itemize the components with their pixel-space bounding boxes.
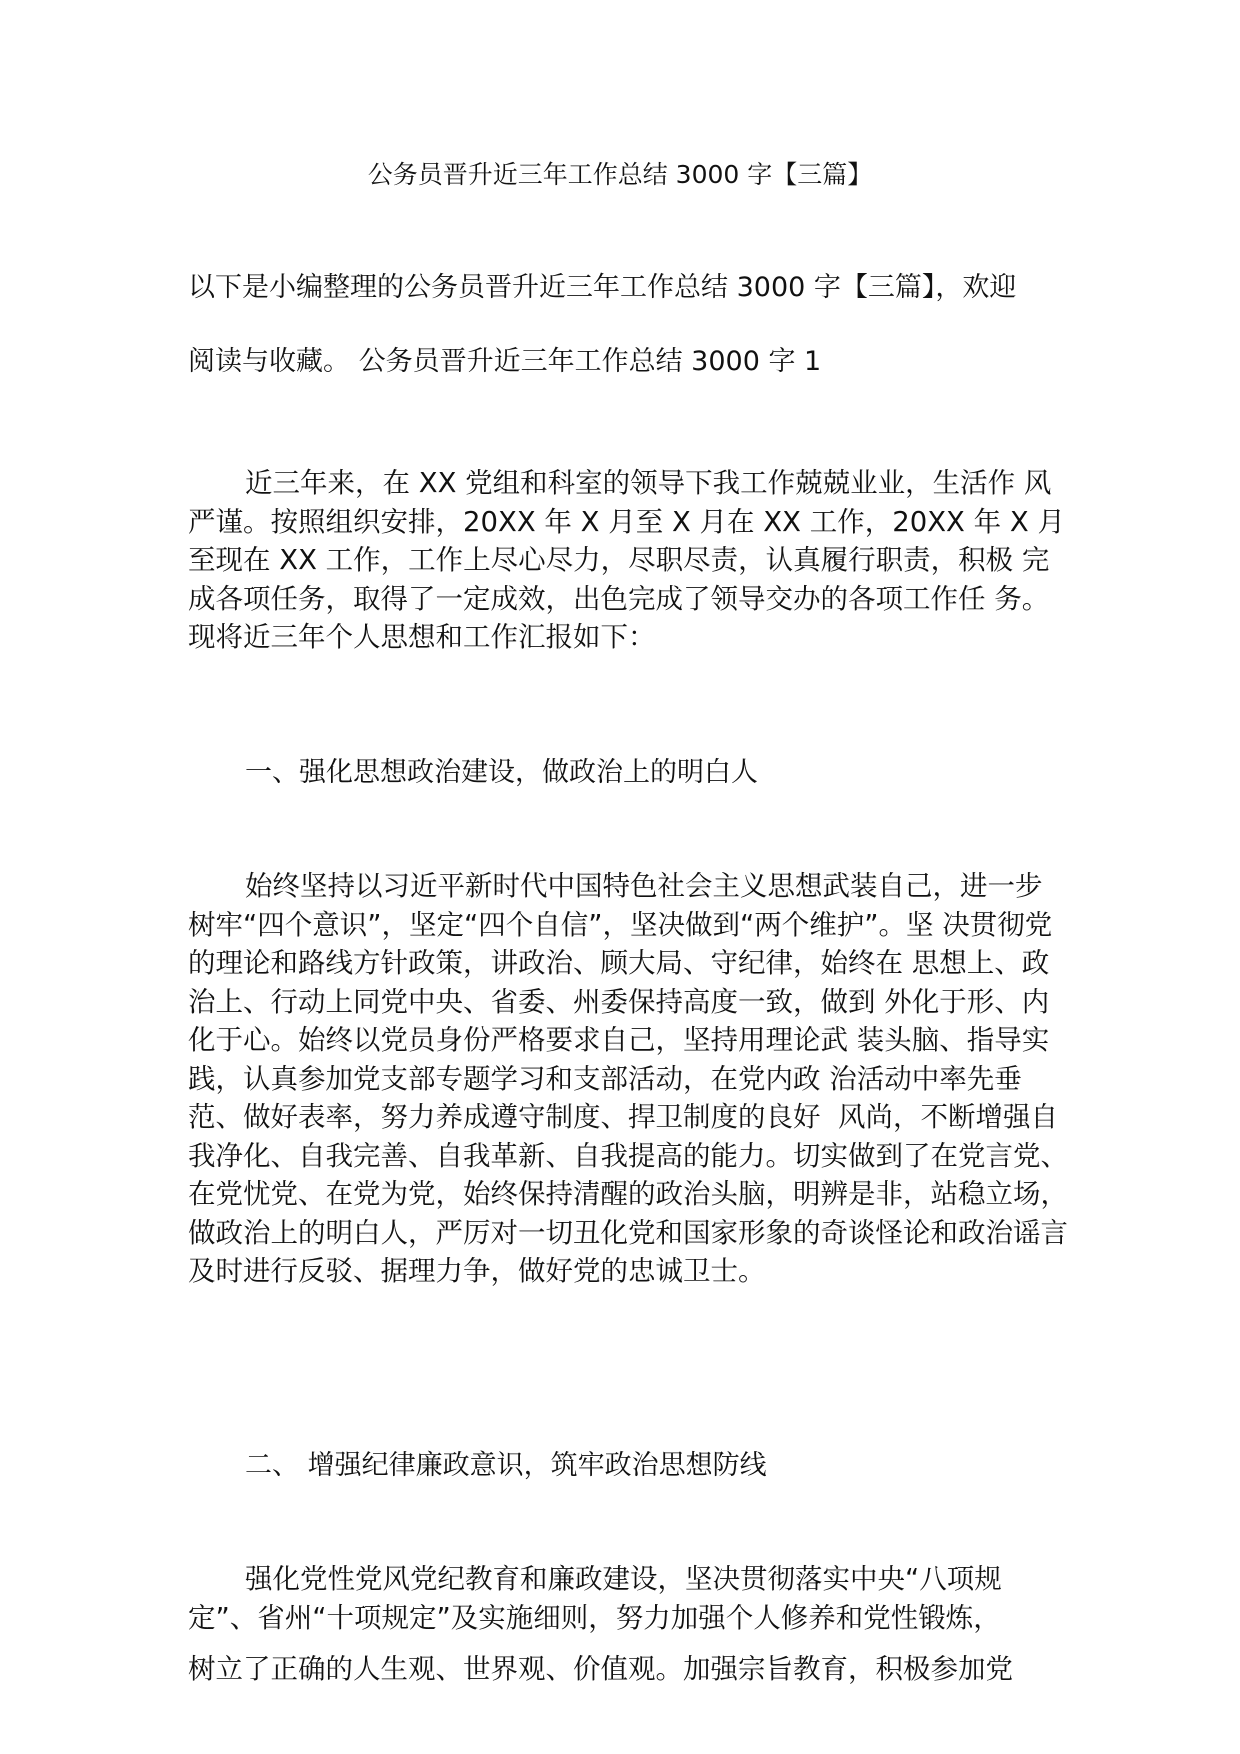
section-heading-2: 二、 增强纪律廉政意识，筑牢政治思想防线 <box>245 1450 767 1481</box>
paragraph-2: 始终坚持以习近平新时代中国特色社会主义思想武装自己，进一步树牢“四个意识”，坚定“四个自信”，坚决做到“两个维护”。坚 决贯彻党的理论和路线方针政策，讲政治、顾大局、守纪律，始终在 思想上、政治上、行动上同党中央、省委、州委保持高度一致，做到 外化于形、内化于心。始终以党员身份严格要求自己，坚持用理论武 装头脑、指导实践，认真参加党支部专题学习和支部活动，在党内政 治活动中率先垂范、做好表率，努力养成遵守制度、捍卫制度的良好 风尚，不断增强自我净化、自我完善、自我革新、自我提高的能力。切实做到了在党言党、在党忧党、在党为党，始终保持清醒的政治头脑，明辨是非，站稳立场，做政治上的明白人，严厉对一切丑化党和国家形象的奇谈怪论和政治谣言及时进行反驳、据理力争，做好党的忠诚卫士。 <box>188 870 1068 1287</box>
intro-line-1: 以下是小编整理的公务员晋升近三年工作总结 3000 字【三篇】，欢迎 <box>188 272 1017 303</box>
paragraph-3-part-1: 强化党性党风党纪教育和廉政建设，坚决贯彻落实中央“八项规定”、省州“十项规定”及实施细则，努力加强个人修养和党性锻炼， <box>188 1563 1002 1634</box>
section-heading-1: 一、强化思想政治建设，做政治上的明白人 <box>245 757 758 788</box>
paragraph-1: 近三年来，在 XX 党组和科室的领导下我工作兢兢业业，生活作 风严谨。按照组织安排，20XX 年 X 月至 X 月在 XX 工作，20XX 年 X 月 至现在 XX 工作，工作上尽心尽力，尽职尽责，认真履行职责，积极 完成各项任务，取得了一定成效，出色完成了领导交办的各项工作任 务。现将近三年个人思想和工作汇报如下： <box>188 467 1074 653</box>
paragraph-3-part-2: 树立了正确的人生观、世界观、价值观。加强宗旨教育，积极参加党 <box>188 1653 1013 1685</box>
intro-line-2: 阅读与收藏。 公务员晋升近三年工作总结 3000 字 1 <box>188 346 822 377</box>
document-title: 公务员晋升近三年工作总结 3000 字【三篇】 <box>367 160 873 189</box>
